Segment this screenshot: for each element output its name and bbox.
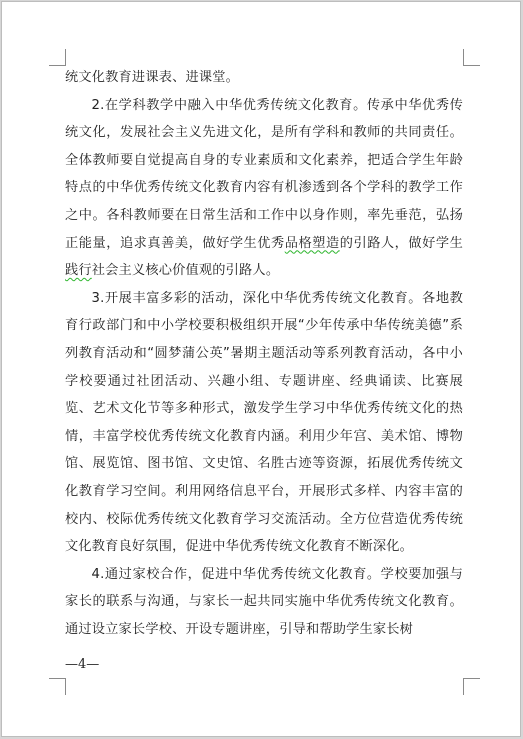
paragraph-continuation: 统文化教育进课表、进课堂。 — [65, 70, 240, 85]
spellcheck-underline-1: 品格塑造 — [284, 235, 340, 251]
paragraph-2-text-b: 的引路人，做好学生 — [339, 235, 463, 251]
paragraph-2-text-a: 2.在学科教学中融入中华优秀传统文化教育。传承中华优秀传统文化，发展社会主义先进文化，是所有学科和教师的共同责任。全体教师要自觉提高自身的专业素质和文化素养，把适合学生年龄特点的中华优秀传统文化教育内容有机渗透到各个学科的教学工作之中。各科教师要在日常生活和工作中以身作则，率先垂范，弘扬正能量，追求真善美，做好学生优秀 — [65, 97, 463, 251]
document-body[interactable] — [65, 64, 463, 643]
page-number: —4— — [65, 657, 100, 672]
crop-mark-bottom-left — [49, 678, 66, 695]
spellcheck-underline-2: 践行 — [65, 263, 92, 279]
crop-mark-top-left — [49, 49, 66, 66]
paragraph-2-text-c: 社会主义核心价值观的引路人。 — [91, 263, 280, 279]
paragraph-4: 4.通过家校合作，促进中华优秀传统文化教育。学校要加强与家长的联系与沟通，与家长一起共同实施中华优秀传统文化教育。通过设立家长学校、开设专题讲座，引导和帮助学生家长树 — [65, 566, 463, 637]
paragraph-2 — [65, 92, 463, 285]
document-page — [1, 1, 521, 737]
crop-mark-bottom-right — [463, 678, 480, 695]
crop-mark-top-right — [463, 49, 480, 66]
paragraph-3: 3.开展丰富多彩的活动，深化中华优秀传统文化教育。各地教育行政部门和中小学校要积极组织开展“少年传承中华传统美德”系列教育活动和“圆梦蒲公英”暑期主题活动等系列教育活动，各中小学校要通过社团活动、兴趣小组、专题讲座、经典诵读、比赛展览、艺术文化节等多种形式，激发学生学习中华优秀传统文化的热情，丰富学校优秀传统文化教育内涵。利用少年宫、美术馆、博物馆、展览馆、图书馆、文史馆、名胜古迹等资源，拓展优秀传统文化教育学习空间。利用网络信息平台，开展形式多样、内容丰富的校内、校际优秀传统文化教育学习交流活动。全方位营造优秀传统文化教育良好氛围，促进中华优秀传统文化教育不断深化。 — [65, 290, 463, 555]
